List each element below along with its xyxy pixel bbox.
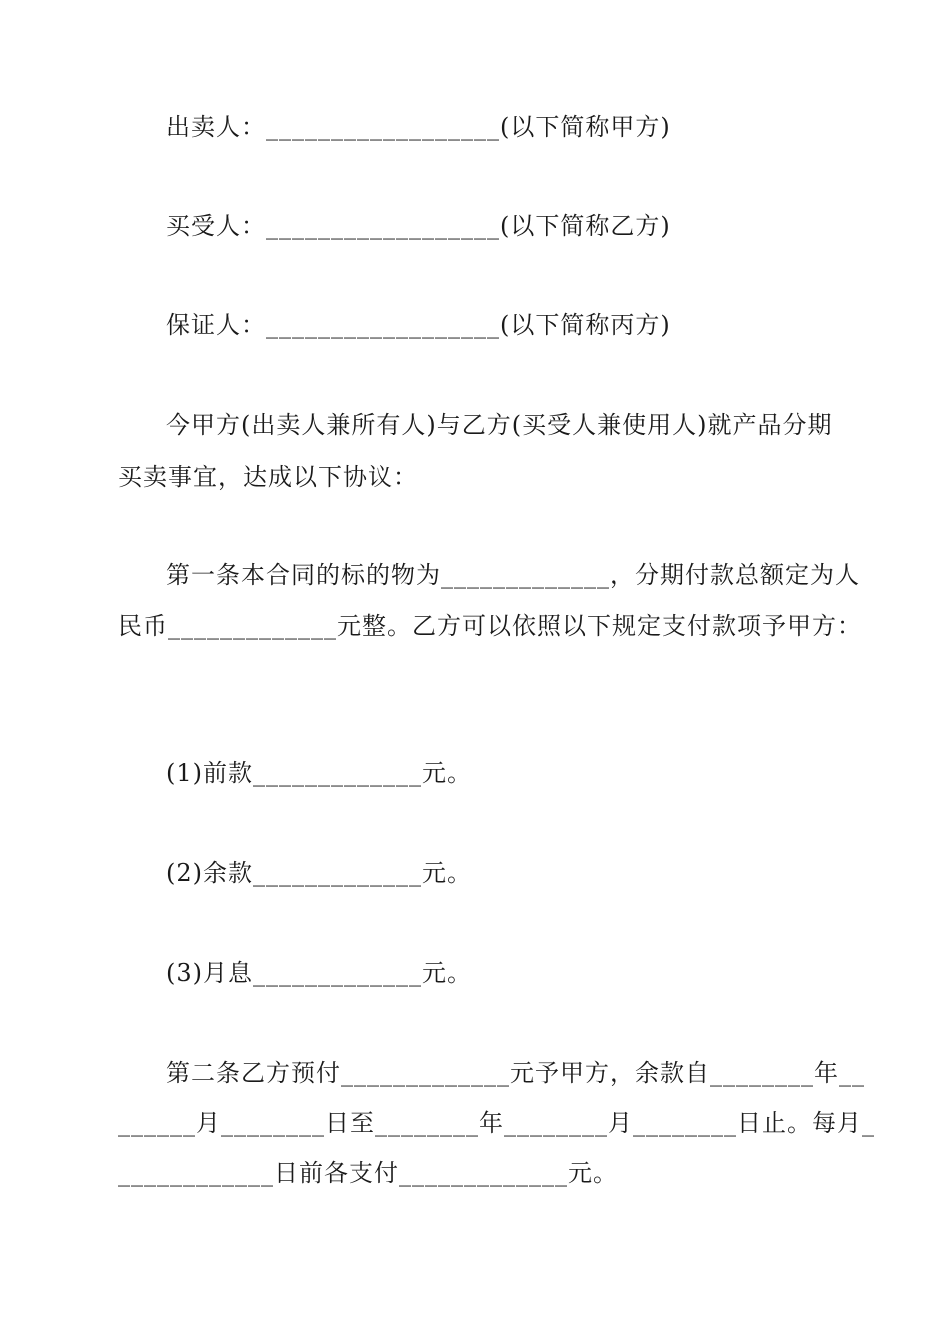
seller-line: 出卖人：__________________(以下简称甲方) [166,113,671,141]
article2-line-1: 第二条乙方预付_____________元予甲方，余款自________年__ [166,1059,865,1087]
payment-item-balance: (2)余款_____________元。 [166,859,472,887]
intro-line-2: 买卖事宜，达成以下协议： [118,463,418,491]
intro-line-1: 今甲方(出卖人兼所有人)与乙方(买受人兼使用人)就产品分期 [166,411,833,439]
payment-item-down: (1)前款_____________元。 [166,759,472,787]
article1-line-1: 第一条本合同的标的物为_____________，分期付款总额定为人 [166,561,860,589]
payment-item-interest: (3)月息_____________元。 [166,959,472,987]
guarantor-line: 保证人：__________________(以下简称丙方) [166,311,671,339]
buyer-line: 买受人：__________________(以下简称乙方) [166,212,671,240]
article1-line-2: 民币_____________元整。乙方可以依照以下规定支付款项予甲方： [118,612,862,640]
article2-line-2: ______月________日至________年________月________日止。每月_ [118,1109,875,1137]
article2-line-3: ____________日前各支付_____________元。 [118,1159,618,1187]
